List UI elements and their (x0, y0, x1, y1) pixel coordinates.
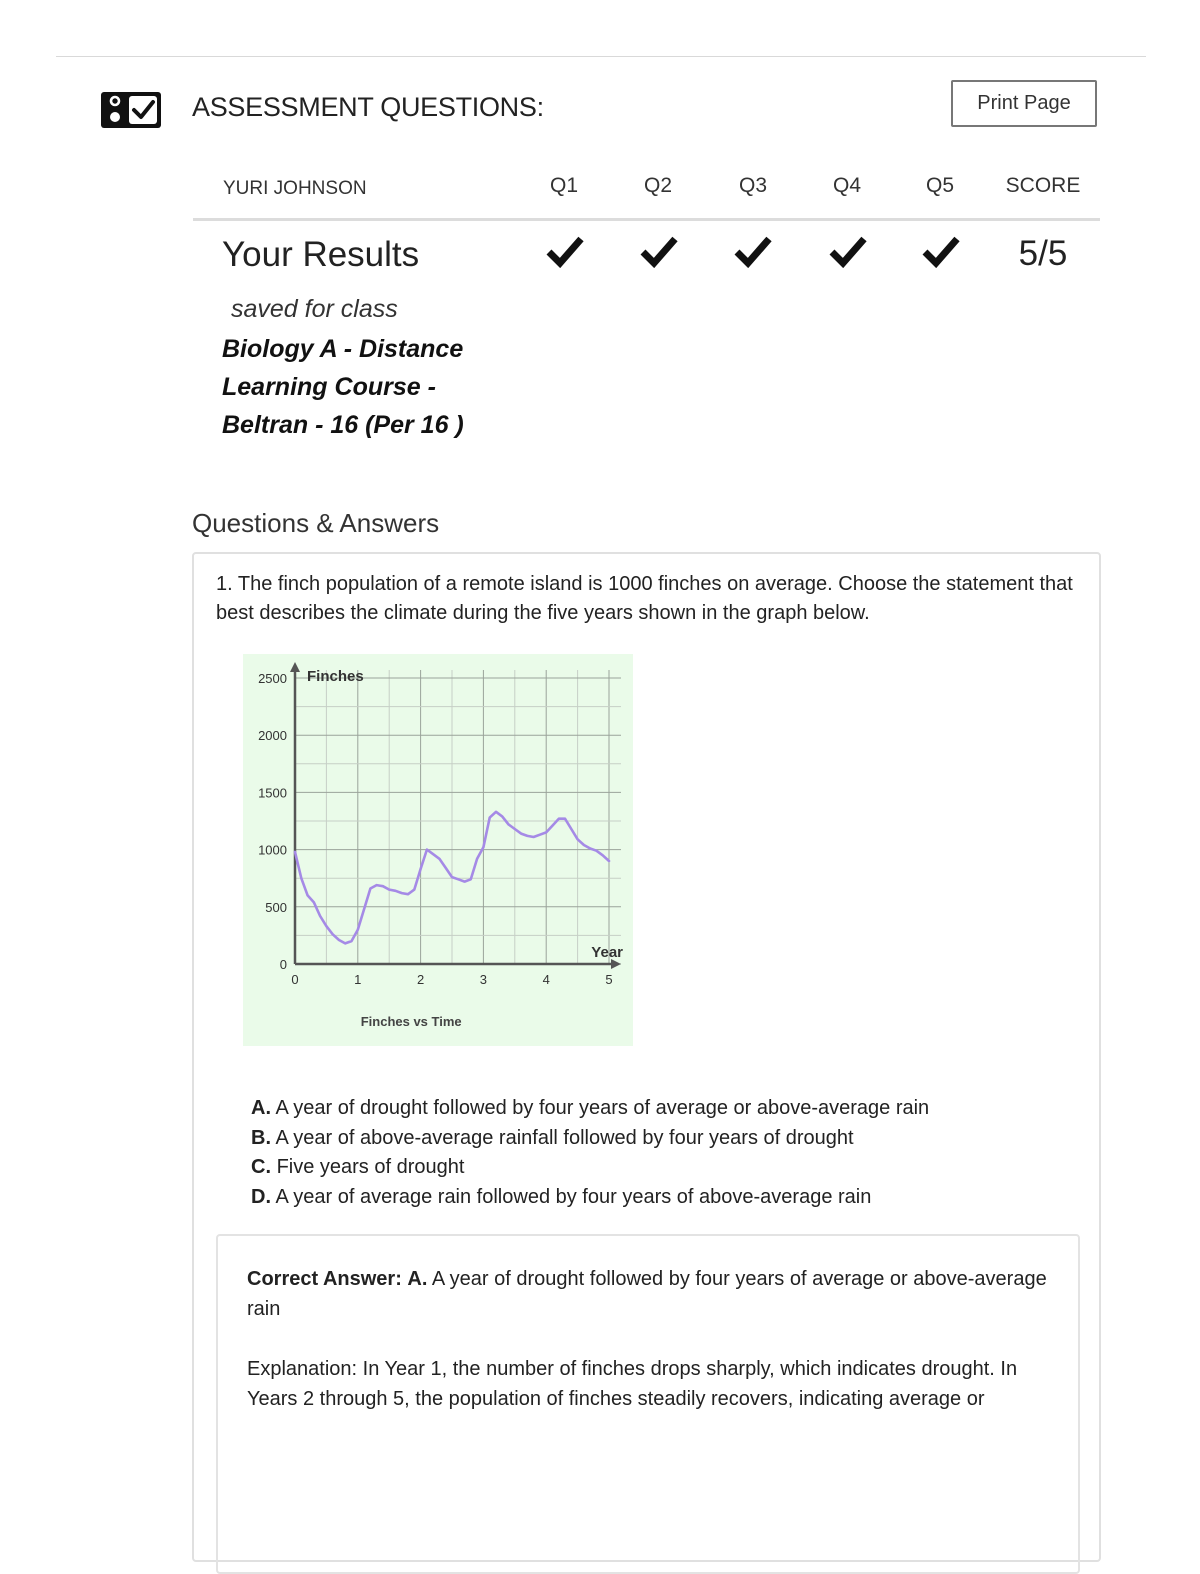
option-letter: B. (251, 1126, 271, 1149)
option-c (251, 1153, 929, 1183)
option-text: A year of average rain followed by four years of above-average rain (275, 1185, 872, 1208)
q4-header: Q4 (832, 174, 861, 197)
option-letter: A. (251, 1097, 271, 1119)
option-text: Five years of drought (276, 1156, 465, 1178)
questions-answers-heading: Questions & Answers (192, 508, 440, 538)
question-text: 1. The finch population of a remote island is 1000 finches on average. Choose the statement that best describes the climate during the five years shown in the graph below. (216, 573, 1073, 624)
class-name: Biology A - Distance Learning Course - Beltran - 16 (Per 16 ) (222, 335, 464, 439)
correct-answer-label: Correct Answer: (247, 1268, 402, 1290)
explanation-text: Explanation: In Year 1, the number of finches drops sharply, which indicates drought. In Years 2 through 5, the population of finches steadily recovers, indicating average or (247, 1358, 1018, 1410)
q5-header: Q5 (925, 174, 954, 197)
chart-title: Finches vs Time (360, 1014, 462, 1029)
x-axis-label: Year (591, 944, 623, 961)
y-axis-arrow (290, 662, 300, 672)
q5-correct-check-icon (922, 234, 960, 268)
question-card (192, 552, 1101, 1562)
correct-answer-card (216, 1234, 1080, 1574)
score-value: 5/5 (1018, 234, 1068, 273)
option-b (251, 1124, 929, 1154)
y-tick-label: 2500 (258, 671, 287, 686)
option-text: A year of above-average rainfall followed by four years of drought (275, 1126, 854, 1149)
chart-svg (243, 654, 633, 1046)
y-tick-label: 500 (265, 899, 287, 915)
finches-chart (243, 654, 633, 1046)
option-d (251, 1183, 929, 1213)
x-tick-label: 5 (605, 972, 613, 987)
x-tick-label: 4 (542, 972, 550, 987)
x-tick-label: 2 (416, 972, 425, 987)
y-tick-label: 1500 (258, 785, 287, 801)
q2-correct-check-icon (640, 234, 678, 268)
option-letter: D. (251, 1185, 271, 1208)
q1-header: Q1 (549, 174, 578, 197)
student-name: YURI JOHNSON (223, 178, 367, 199)
correct-answer-text: A year of drought followed by four years of average or above-average rain (247, 1268, 1047, 1320)
y-tick-label: 2000 (258, 728, 287, 744)
x-tick-label: 0 (291, 972, 299, 987)
q3-header: Q3 (738, 174, 767, 197)
correct-answer-letter: A. (407, 1268, 428, 1290)
q1-correct-check-icon (546, 234, 584, 268)
y-tick-label: 0 (279, 957, 287, 972)
results-table-header (193, 168, 1100, 221)
top-divider (56, 56, 1146, 57)
assessment-check-icon (101, 92, 161, 128)
option-letter: C. (251, 1156, 271, 1178)
option-a (251, 1094, 929, 1124)
page-title: ASSESSMENT QUESTIONS: (192, 92, 544, 122)
x-tick-label: 1 (354, 972, 362, 987)
x-tick-label: 3 (479, 972, 488, 987)
y-axis-label: Finches (307, 668, 364, 685)
q3-correct-check-icon (734, 234, 772, 268)
q2-header: Q2 (643, 174, 672, 197)
answer-options (251, 1094, 929, 1212)
print-page-button[interactable]: Print Page (951, 80, 1097, 127)
saved-for-class-text: saved for class (231, 295, 398, 323)
q4-correct-check-icon (829, 234, 867, 268)
your-results-label: Your Results (222, 235, 420, 274)
y-tick-label: 1000 (258, 842, 287, 858)
correct-answer (247, 1264, 1057, 1324)
score-header: SCORE (1005, 174, 1081, 197)
option-text: A year of drought followed by four years of average or above-average rain (275, 1097, 930, 1119)
